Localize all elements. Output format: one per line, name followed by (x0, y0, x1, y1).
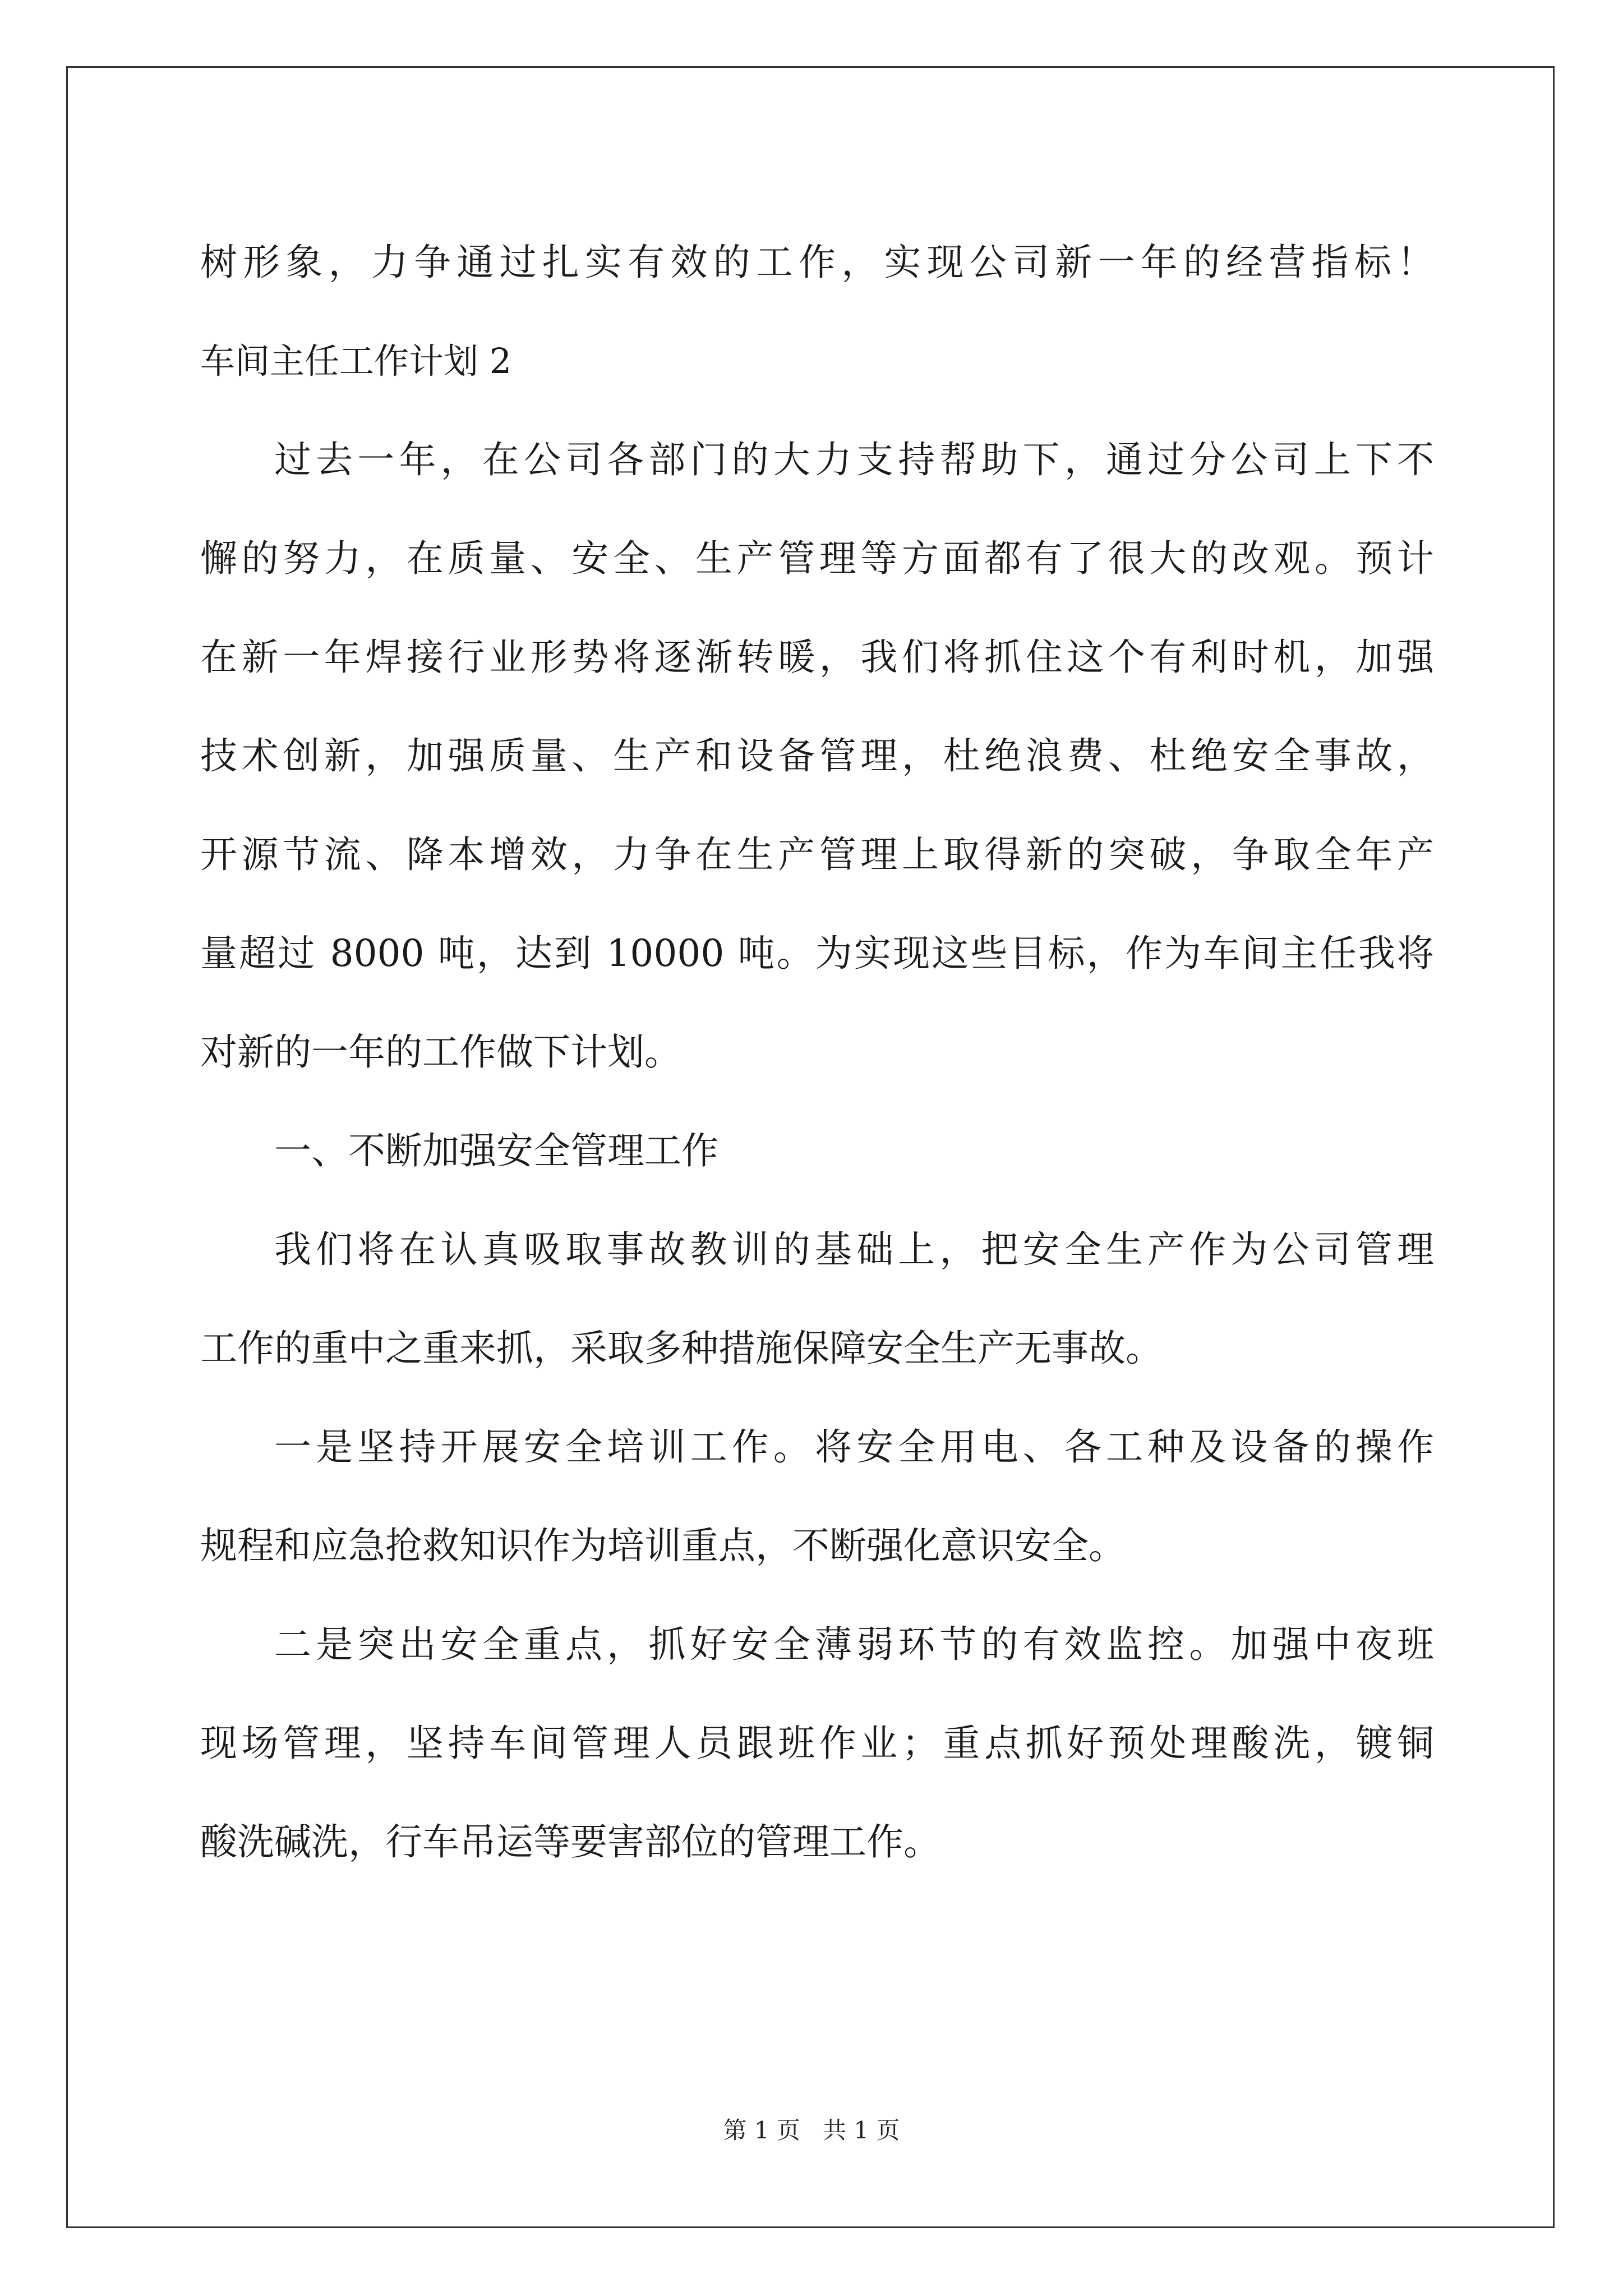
paragraph-line: 过去一年，在公司各部门的大力支持帮助下，通过分公司上下不 (274, 438, 1434, 481)
paragraph-line: 我们将在认真吸取事故教训的基础上，把安全生产作为公司管理 (274, 1228, 1434, 1271)
paragraph-line: 二是突出安全重点，抓好安全薄弱环节的有效监控。加强中夜班 (274, 1623, 1434, 1666)
paragraph-line: 在新一年焊接行业形势将逐渐转暖，我们将抓住这个有利时机，加强 (200, 636, 1434, 679)
subsection-heading: 一、不断加强安全管理工作 (274, 1129, 718, 1172)
paragraph-line: 技术创新，加强质量、生产和设备管理，杜绝浪费、杜绝安全事故， (200, 734, 1434, 777)
paragraph-line: 一是坚持开展安全培训工作。将安全用电、各工种及设备的操作 (274, 1425, 1434, 1469)
section-title: 车间主任工作计划 2 (200, 341, 512, 381)
paragraph-line: 对新的一年的工作做下计划。 (200, 1030, 681, 1074)
document-body (200, 213, 1434, 1892)
paragraph-line: 开源节流、降本增效，力争在生产管理上取得新的突破，争取全年产 (200, 833, 1434, 876)
paragraph-line: 规程和应急抢救知识作为培训重点，不断强化意识安全。 (200, 1524, 1126, 1567)
paragraph-line: 量超过 8000 吨，达到 10000 吨。为实现这些目标，作为车间主任我将 (200, 932, 1434, 975)
paragraph-line: 懈的努力，在质量、安全、生产管理等方面都有了很大的改观。预计 (200, 537, 1434, 580)
paragraph-line: 现场管理，坚持车间管理人员跟班作业；重点抓好预处理酸洗，镀铜 (200, 1722, 1434, 1765)
page-footer: 第 1 页 共 1 页 (723, 2116, 900, 2144)
paragraph-line: 工作的重中之重来抓，采取多种措施保障安全生产无事故。 (200, 1327, 1163, 1370)
paragraph-line: 酸洗碱洗，行车吊运等要害部位的管理工作。 (200, 1820, 940, 1864)
paragraph-line: 树形象，力争通过扎实有效的工作，实现公司新一年的经营指标！ (200, 241, 1434, 284)
